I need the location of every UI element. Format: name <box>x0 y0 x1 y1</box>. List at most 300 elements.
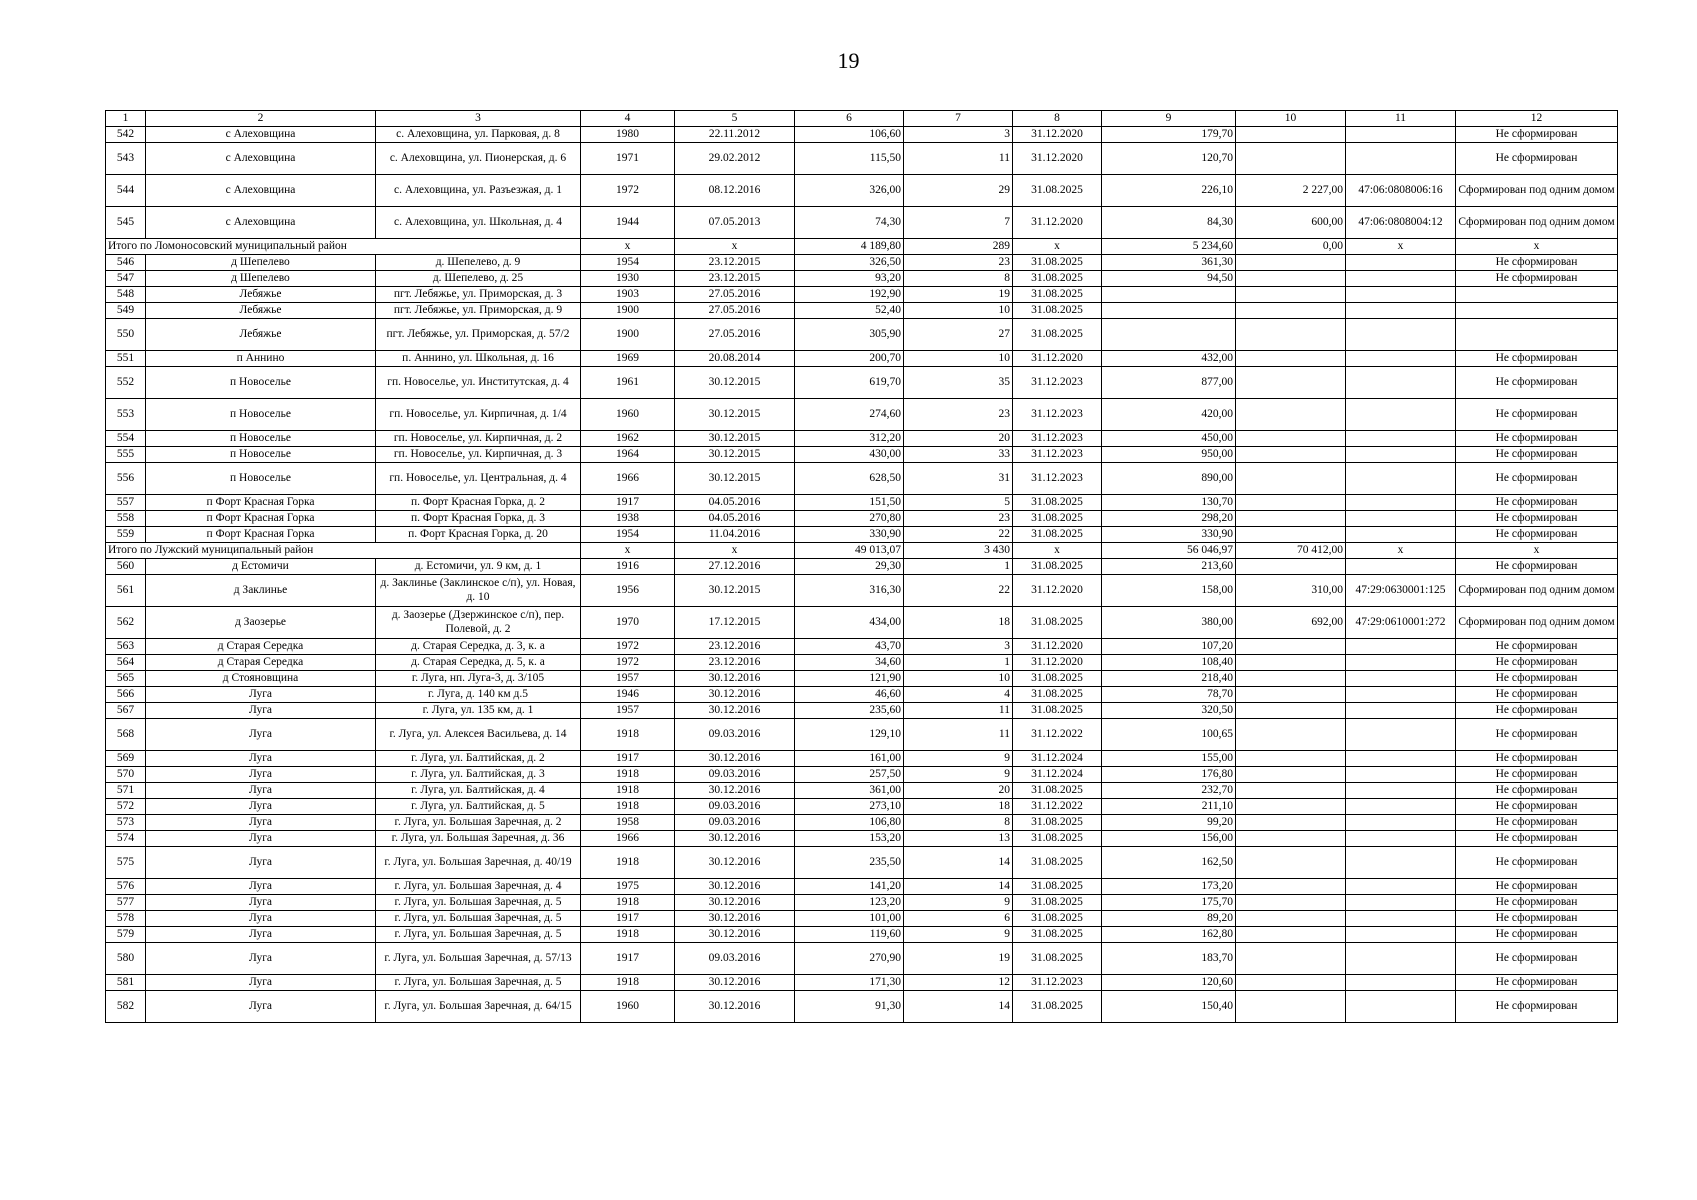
column-header: 12 <box>1456 111 1618 127</box>
subtotal-cell: 49 013,07 <box>795 543 904 559</box>
table-row <box>106 767 1618 783</box>
cost-cell: 162,80 <box>1102 927 1236 943</box>
table-row <box>106 495 1618 511</box>
land-status-cell: Не сформирован <box>1456 847 1618 879</box>
address-cell: гп. Новоселье, ул. Центральная, д. 4 <box>376 463 581 495</box>
date-cell: 30.12.2016 <box>675 879 795 895</box>
land-area-cell: 2 227,00 <box>1236 175 1346 207</box>
page-number: 19 <box>837 48 860 73</box>
year-built-cell: 1966 <box>581 831 675 847</box>
housing-register-table <box>105 110 1618 1023</box>
land-area-cell <box>1236 687 1346 703</box>
deadline-cell: 31.08.2025 <box>1013 303 1102 319</box>
year-built-cell: 1903 <box>581 287 675 303</box>
area-cell: 628,50 <box>795 463 904 495</box>
table-row <box>106 831 1618 847</box>
settlement-cell: Луга <box>146 911 376 927</box>
land-status-cell: Сформирован под одним домом <box>1456 175 1618 207</box>
table-row <box>106 255 1618 271</box>
residents-cell: 11 <box>904 703 1013 719</box>
land-status-cell: Не сформирован <box>1456 527 1618 543</box>
year-built-cell: 1960 <box>581 399 675 431</box>
row-number-cell: 564 <box>106 655 146 671</box>
deadline-cell: 31.12.2020 <box>1013 575 1102 607</box>
cost-cell: 108,40 <box>1102 655 1236 671</box>
area-cell: 129,10 <box>795 719 904 751</box>
settlement-cell: д Старая Середка <box>146 655 376 671</box>
year-built-cell: 1972 <box>581 655 675 671</box>
land-area-cell <box>1236 991 1346 1023</box>
residents-cell: 19 <box>904 287 1013 303</box>
year-built-cell: 1960 <box>581 991 675 1023</box>
deadline-cell: 31.12.2023 <box>1013 431 1102 447</box>
table-row <box>106 303 1618 319</box>
cadastral-number-cell <box>1346 351 1456 367</box>
address-cell: г. Луга, ул. Большая Заречная, д. 40/19 <box>376 847 581 879</box>
date-cell: 09.03.2016 <box>675 799 795 815</box>
residents-cell: 9 <box>904 927 1013 943</box>
address-cell: г. Луга, ул. Балтийская, д. 5 <box>376 799 581 815</box>
settlement-cell: д Шепелево <box>146 271 376 287</box>
land-area-cell <box>1236 143 1346 175</box>
deadline-cell: 31.08.2025 <box>1013 911 1102 927</box>
cadastral-number-cell <box>1346 639 1456 655</box>
subtotal-cell: x <box>581 543 675 559</box>
cost-cell: 890,00 <box>1102 463 1236 495</box>
deadline-cell: 31.08.2025 <box>1013 271 1102 287</box>
land-area-cell <box>1236 831 1346 847</box>
cost-cell: 176,80 <box>1102 767 1236 783</box>
deadline-cell: 31.12.2022 <box>1013 719 1102 751</box>
area-cell: 326,50 <box>795 255 904 271</box>
date-cell: 30.12.2016 <box>675 975 795 991</box>
land-area-cell <box>1236 879 1346 895</box>
cadastral-number-cell <box>1346 943 1456 975</box>
address-cell: д. Шепелево, д. 25 <box>376 271 581 287</box>
table-row <box>106 319 1618 351</box>
date-cell: 23.12.2015 <box>675 271 795 287</box>
residents-cell: 10 <box>904 351 1013 367</box>
table-row <box>106 911 1618 927</box>
deadline-cell: 31.12.2020 <box>1013 143 1102 175</box>
year-built-cell: 1971 <box>581 143 675 175</box>
table-row <box>106 559 1618 575</box>
land-area-cell: 310,00 <box>1236 575 1346 607</box>
settlement-cell: д Заклинье <box>146 575 376 607</box>
residents-cell: 35 <box>904 367 1013 399</box>
deadline-cell: 31.12.2023 <box>1013 975 1102 991</box>
cadastral-number-cell <box>1346 815 1456 831</box>
date-cell: 30.12.2015 <box>675 367 795 399</box>
land-area-cell <box>1236 511 1346 527</box>
column-header: 6 <box>795 111 904 127</box>
land-status-cell <box>1456 287 1618 303</box>
land-area-cell <box>1236 975 1346 991</box>
date-cell: 30.12.2016 <box>675 895 795 911</box>
land-area-cell <box>1236 495 1346 511</box>
land-area-cell <box>1236 287 1346 303</box>
settlement-cell: Луга <box>146 687 376 703</box>
year-built-cell: 1918 <box>581 927 675 943</box>
subtotal-cell: x <box>1346 543 1456 559</box>
row-number-cell: 576 <box>106 879 146 895</box>
year-built-cell: 1918 <box>581 975 675 991</box>
cadastral-number-cell <box>1346 767 1456 783</box>
land-area-cell <box>1236 559 1346 575</box>
table-row <box>106 207 1618 239</box>
land-status-cell: Не сформирован <box>1456 447 1618 463</box>
date-cell: 04.05.2016 <box>675 495 795 511</box>
land-status-cell: Не сформирован <box>1456 927 1618 943</box>
area-cell: 171,30 <box>795 975 904 991</box>
settlement-cell: Луга <box>146 927 376 943</box>
year-built-cell: 1944 <box>581 207 675 239</box>
land-status-cell <box>1456 319 1618 351</box>
year-built-cell: 1917 <box>581 911 675 927</box>
cadastral-number-cell <box>1346 831 1456 847</box>
settlement-cell: с Алеховщина <box>146 143 376 175</box>
row-number-cell: 556 <box>106 463 146 495</box>
table-row <box>106 719 1618 751</box>
residents-cell: 9 <box>904 751 1013 767</box>
deadline-cell: 31.08.2025 <box>1013 255 1102 271</box>
deadline-cell: 31.08.2025 <box>1013 559 1102 575</box>
deadline-cell: 31.12.2023 <box>1013 399 1102 431</box>
table-row <box>106 671 1618 687</box>
land-area-cell <box>1236 463 1346 495</box>
year-built-cell: 1918 <box>581 847 675 879</box>
table-row <box>106 607 1618 639</box>
cost-cell: 330,90 <box>1102 527 1236 543</box>
residents-cell: 3 <box>904 639 1013 655</box>
row-number-cell: 545 <box>106 207 146 239</box>
deadline-cell: 31.08.2025 <box>1013 607 1102 639</box>
deadline-cell: 31.08.2025 <box>1013 527 1102 543</box>
cost-cell: 218,40 <box>1102 671 1236 687</box>
residents-cell: 8 <box>904 271 1013 287</box>
residents-cell: 1 <box>904 655 1013 671</box>
date-cell: 09.03.2016 <box>675 767 795 783</box>
address-cell: с. Алеховщина, ул. Парковая, д. 8 <box>376 127 581 143</box>
date-cell: 30.12.2015 <box>675 399 795 431</box>
year-built-cell: 1969 <box>581 351 675 367</box>
settlement-cell: Луга <box>146 975 376 991</box>
table-row <box>106 655 1618 671</box>
cadastral-number-cell <box>1346 895 1456 911</box>
land-status-cell: Не сформирован <box>1456 831 1618 847</box>
deadline-cell: 31.08.2025 <box>1013 671 1102 687</box>
date-cell: 09.03.2016 <box>675 719 795 751</box>
cost-cell: 183,70 <box>1102 943 1236 975</box>
area-cell: 161,00 <box>795 751 904 767</box>
settlement-cell: Луга <box>146 847 376 879</box>
deadline-cell: 31.08.2025 <box>1013 319 1102 351</box>
residents-cell: 19 <box>904 943 1013 975</box>
residents-cell: 14 <box>904 879 1013 895</box>
table-row <box>106 143 1618 175</box>
area-cell: 326,00 <box>795 175 904 207</box>
area-cell: 270,80 <box>795 511 904 527</box>
land-area-cell <box>1236 847 1346 879</box>
area-cell: 434,00 <box>795 607 904 639</box>
table-row <box>106 367 1618 399</box>
cadastral-number-cell <box>1346 879 1456 895</box>
cadastral-number-cell <box>1346 127 1456 143</box>
table-row <box>106 351 1618 367</box>
land-status-cell: Не сформирован <box>1456 431 1618 447</box>
settlement-cell: Луга <box>146 991 376 1023</box>
deadline-cell: 31.12.2020 <box>1013 207 1102 239</box>
cost-cell: 120,70 <box>1102 143 1236 175</box>
area-cell: 330,90 <box>795 527 904 543</box>
subtotal-cell: x <box>675 239 795 255</box>
land-area-cell <box>1236 303 1346 319</box>
row-number-cell: 570 <box>106 767 146 783</box>
subtotal-row <box>106 239 1618 255</box>
area-cell: 430,00 <box>795 447 904 463</box>
cadastral-number-cell <box>1346 911 1456 927</box>
deadline-cell: 31.08.2025 <box>1013 783 1102 799</box>
column-header: 9 <box>1102 111 1236 127</box>
table-row <box>106 943 1618 975</box>
date-cell: 27.12.2016 <box>675 559 795 575</box>
date-cell: 30.12.2016 <box>675 703 795 719</box>
residents-cell: 10 <box>904 303 1013 319</box>
address-cell: гп. Новоселье, ул. Институтская, д. 4 <box>376 367 581 399</box>
row-number-cell: 565 <box>106 671 146 687</box>
year-built-cell: 1900 <box>581 303 675 319</box>
cadastral-number-cell <box>1346 255 1456 271</box>
area-cell: 274,60 <box>795 399 904 431</box>
land-area-cell: 692,00 <box>1236 607 1346 639</box>
address-cell: г. Луга, ул. Большая Заречная, д. 5 <box>376 975 581 991</box>
subtotal-cell: x <box>1346 239 1456 255</box>
deadline-cell: 31.08.2025 <box>1013 703 1102 719</box>
cost-cell: 89,20 <box>1102 911 1236 927</box>
cost-cell: 361,30 <box>1102 255 1236 271</box>
land-status-cell: Не сформирован <box>1456 719 1618 751</box>
year-built-cell: 1938 <box>581 511 675 527</box>
cadastral-number-cell <box>1346 559 1456 575</box>
land-area-cell <box>1236 447 1346 463</box>
cost-cell: 877,00 <box>1102 367 1236 399</box>
cadastral-number-cell: 47:06:0808004:12 <box>1346 207 1456 239</box>
year-built-cell: 1954 <box>581 255 675 271</box>
table-row <box>106 639 1618 655</box>
date-cell: 08.12.2016 <box>675 175 795 207</box>
deadline-cell: 31.12.2020 <box>1013 639 1102 655</box>
cost-cell: 175,70 <box>1102 895 1236 911</box>
address-cell: г. Луга, ул. Балтийская, д. 4 <box>376 783 581 799</box>
area-cell: 46,60 <box>795 687 904 703</box>
cost-cell: 99,20 <box>1102 815 1236 831</box>
date-cell: 09.03.2016 <box>675 943 795 975</box>
settlement-cell: Луга <box>146 895 376 911</box>
area-cell: 29,30 <box>795 559 904 575</box>
year-built-cell: 1918 <box>581 799 675 815</box>
year-built-cell: 1975 <box>581 879 675 895</box>
subtotal-row <box>106 543 1618 559</box>
cadastral-number-cell <box>1346 367 1456 399</box>
row-number-cell: 582 <box>106 991 146 1023</box>
land-area-cell <box>1236 799 1346 815</box>
year-built-cell: 1918 <box>581 783 675 799</box>
row-number-cell: 571 <box>106 783 146 799</box>
subtotal-cell: 4 189,80 <box>795 239 904 255</box>
date-cell: 17.12.2015 <box>675 607 795 639</box>
column-header: 8 <box>1013 111 1102 127</box>
deadline-cell: 31.08.2025 <box>1013 495 1102 511</box>
address-cell: п. Аннино, ул. Школьная, д. 16 <box>376 351 581 367</box>
date-cell: 30.12.2016 <box>675 831 795 847</box>
residents-cell: 13 <box>904 831 1013 847</box>
cost-cell: 155,00 <box>1102 751 1236 767</box>
table-row <box>106 511 1618 527</box>
year-built-cell: 1972 <box>581 639 675 655</box>
cadastral-number-cell <box>1346 799 1456 815</box>
date-cell: 30.12.2015 <box>675 447 795 463</box>
deadline-cell: 31.08.2025 <box>1013 687 1102 703</box>
year-built-cell: 1946 <box>581 687 675 703</box>
cost-cell: 78,70 <box>1102 687 1236 703</box>
address-cell: гп. Новоселье, ул. Кирпичная, д. 2 <box>376 431 581 447</box>
area-cell: 93,20 <box>795 271 904 287</box>
row-number-cell: 567 <box>106 703 146 719</box>
deadline-cell: 31.08.2025 <box>1013 991 1102 1023</box>
land-status-cell: Не сформирован <box>1456 463 1618 495</box>
cost-cell <box>1102 287 1236 303</box>
residents-cell: 11 <box>904 719 1013 751</box>
row-number-cell: 557 <box>106 495 146 511</box>
cadastral-number-cell: 47:29:0630001:125 <box>1346 575 1456 607</box>
area-cell: 141,20 <box>795 879 904 895</box>
land-status-cell: Не сформирован <box>1456 911 1618 927</box>
cadastral-number-cell <box>1346 783 1456 799</box>
land-status-cell: Не сформирован <box>1456 559 1618 575</box>
date-cell: 30.12.2016 <box>675 927 795 943</box>
residents-cell: 7 <box>904 207 1013 239</box>
address-cell: д. Естомичи, ул. 9 км, д. 1 <box>376 559 581 575</box>
cost-cell: 232,70 <box>1102 783 1236 799</box>
table-row <box>106 895 1618 911</box>
year-built-cell: 1970 <box>581 607 675 639</box>
cadastral-number-cell <box>1346 447 1456 463</box>
table-row <box>106 431 1618 447</box>
address-cell: г. Луга, ул. Балтийская, д. 2 <box>376 751 581 767</box>
residents-cell: 9 <box>904 767 1013 783</box>
row-number-cell: 555 <box>106 447 146 463</box>
date-cell: 30.12.2016 <box>675 783 795 799</box>
deadline-cell: 31.12.2023 <box>1013 367 1102 399</box>
address-cell: д. Старая Середка, д. 3, к. а <box>376 639 581 655</box>
cost-cell: 107,20 <box>1102 639 1236 655</box>
area-cell: 312,20 <box>795 431 904 447</box>
cost-cell: 120,60 <box>1102 975 1236 991</box>
residents-cell: 23 <box>904 255 1013 271</box>
area-cell: 200,70 <box>795 351 904 367</box>
date-cell: 30.12.2016 <box>675 687 795 703</box>
deadline-cell: 31.08.2025 <box>1013 943 1102 975</box>
year-built-cell: 1972 <box>581 175 675 207</box>
residents-cell: 23 <box>904 399 1013 431</box>
address-cell: г. Луга, ул. Большая Заречная, д. 57/13 <box>376 943 581 975</box>
land-status-cell: Не сформирован <box>1456 799 1618 815</box>
cost-cell: 156,00 <box>1102 831 1236 847</box>
land-status-cell: Не сформирован <box>1456 639 1618 655</box>
settlement-cell: п Новоселье <box>146 463 376 495</box>
deadline-cell: 31.08.2025 <box>1013 175 1102 207</box>
date-cell: 30.12.2015 <box>675 463 795 495</box>
cadastral-number-cell <box>1346 927 1456 943</box>
residents-cell: 29 <box>904 175 1013 207</box>
deadline-cell: 31.08.2025 <box>1013 927 1102 943</box>
table-row <box>106 847 1618 879</box>
area-cell: 361,00 <box>795 783 904 799</box>
area-cell: 121,90 <box>795 671 904 687</box>
year-built-cell: 1980 <box>581 127 675 143</box>
settlement-cell: с Алеховщина <box>146 175 376 207</box>
cadastral-number-cell <box>1346 511 1456 527</box>
cadastral-number-cell <box>1346 287 1456 303</box>
settlement-cell: п Новоселье <box>146 447 376 463</box>
land-area-cell <box>1236 655 1346 671</box>
settlement-cell: Лебяжье <box>146 303 376 319</box>
cost-cell: 94,50 <box>1102 271 1236 287</box>
cost-cell: 84,30 <box>1102 207 1236 239</box>
subtotal-cell: x <box>675 543 795 559</box>
table-row <box>106 575 1618 607</box>
address-cell: п. Форт Красная Горка, д. 2 <box>376 495 581 511</box>
table-row <box>106 799 1618 815</box>
table-row <box>106 399 1618 431</box>
area-cell: 316,30 <box>795 575 904 607</box>
cadastral-number-cell <box>1346 271 1456 287</box>
subtotal-label: Итого по Ломоносовский муниципальный район <box>106 239 581 255</box>
cadastral-number-cell <box>1346 703 1456 719</box>
cost-cell: 158,00 <box>1102 575 1236 607</box>
land-status-cell: Не сформирован <box>1456 671 1618 687</box>
area-cell: 192,90 <box>795 287 904 303</box>
land-area-cell <box>1236 351 1346 367</box>
column-header: 2 <box>146 111 376 127</box>
cadastral-number-cell <box>1346 719 1456 751</box>
area-cell: 270,90 <box>795 943 904 975</box>
column-header: 1 <box>106 111 146 127</box>
cost-cell: 211,10 <box>1102 799 1236 815</box>
year-built-cell: 1918 <box>581 895 675 911</box>
cost-cell: 213,60 <box>1102 559 1236 575</box>
cost-cell: 380,00 <box>1102 607 1236 639</box>
land-status-cell: Не сформирован <box>1456 943 1618 975</box>
cadastral-number-cell <box>1346 431 1456 447</box>
row-number-cell: 546 <box>106 255 146 271</box>
address-cell: д. Заозерье (Дзержинское с/п), пер. Полевой, д. 2 <box>376 607 581 639</box>
settlement-cell: с Алеховщина <box>146 127 376 143</box>
settlement-cell: д Старая Середка <box>146 639 376 655</box>
land-area-cell: 600,00 <box>1236 207 1346 239</box>
year-built-cell: 1917 <box>581 751 675 767</box>
cost-cell: 450,00 <box>1102 431 1236 447</box>
cadastral-number-cell <box>1346 463 1456 495</box>
address-cell: г. Луга, ул. Большая Заречная, д. 4 <box>376 879 581 895</box>
table-row <box>106 175 1618 207</box>
year-built-cell: 1957 <box>581 703 675 719</box>
row-number-cell: 559 <box>106 527 146 543</box>
cost-cell: 100,65 <box>1102 719 1236 751</box>
land-status-cell: Не сформирован <box>1456 815 1618 831</box>
settlement-cell: с Алеховщина <box>146 207 376 239</box>
area-cell: 106,80 <box>795 815 904 831</box>
